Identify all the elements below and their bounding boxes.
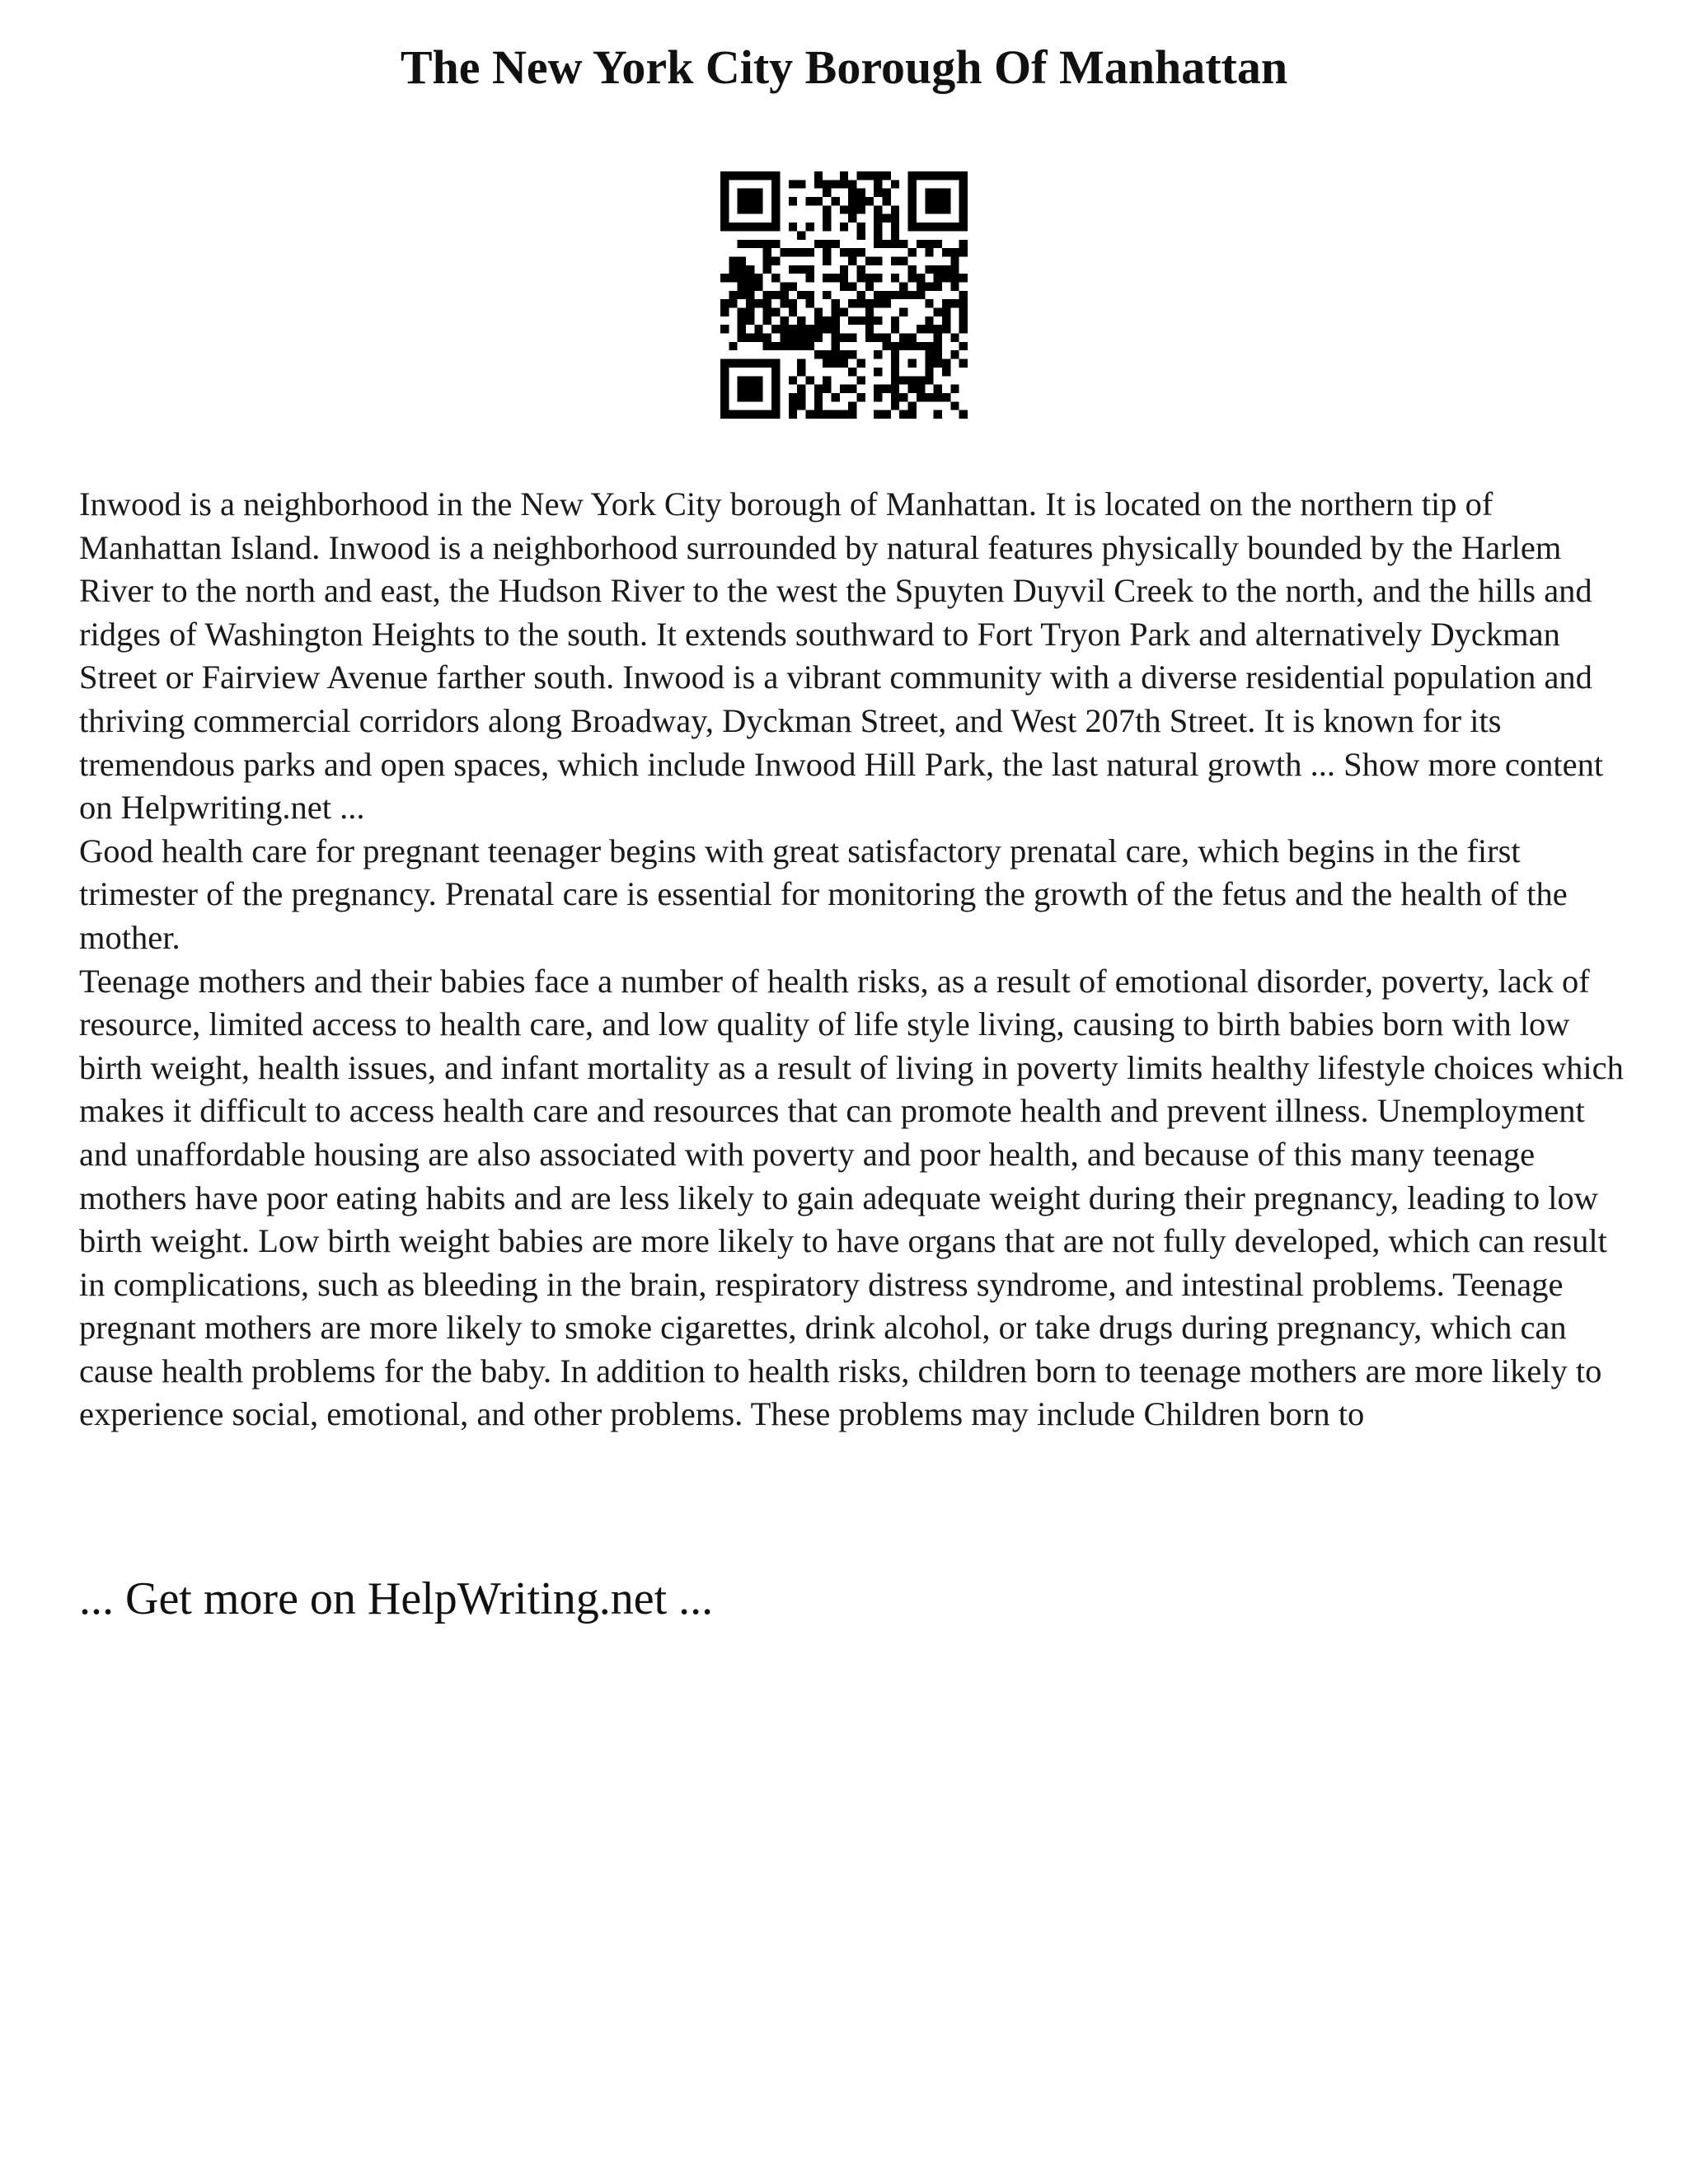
qr-code-graphic bbox=[720, 171, 968, 419]
qr-code-icon[interactable] bbox=[720, 171, 968, 419]
paragraph-1: Inwood is a neighborhood in the New York City borough of Manhattan. It is located on the northern tip of Manhattan Island. Inwood is a neighborhood surrounded by natural features physically bounded by the Harlem River to the north and east, the Hudson River to the west the Spuyten Duyvil Creek to the north, and the hills and ridges of Washington Heights to the south. It extends southward to Fort Tryon Park and alternatively Dyckman Street or Fairview Avenue farther south. Inwood is a vibrant community with a diverse residential population and thriving commercial corridors along Broadway, Dyckman Street, and West 207th Street. It is known for its tremendous parks and open spaces, which include Inwood Hill Park, the last natural growth ... Show more content on Helpwriting.net ... bbox=[79, 485, 1604, 827]
get-more-link[interactable]: ... Get more on HelpWriting.net ... bbox=[79, 1573, 714, 1624]
page-title: The New York City Borough Of Manhattan bbox=[400, 40, 1288, 94]
article-body bbox=[79, 483, 1629, 1436]
paragraph-3: Teenage mothers and their babies face a number of health risks, as a result of emotional disorder, poverty, lack of resource, limited access to health care, and low quality of life style living, causing to birth babies born with low birth weight, health issues, and infant mortality as a result of living in poverty limits healthy lifestyle choices which makes it difficult to access health care and resources that can promote health and prevent illness. Unemployment and unaffordable housing are also associated with poverty and poor health, and because of this many teenage mothers have poor eating habits and are less likely to gain adequate weight during their pregnancy, leading to low birth weight. Low birth weight babies are more likely to have organs that are not fully developed, which can result in complications, such as bleeding in the brain, respiratory distress syndrome, and intestinal problems. Teenage pregnant mothers are more likely to smoke cigarettes, drink alcohol, or take drugs during pregnancy, which can cause health problems for the baby. In addition to health risks, children born to teenage mothers are more likely to experience social, emotional, and other problems. These problems may include Children born to bbox=[79, 962, 1624, 1433]
paragraph-2: Good health care for pregnant teenager begins with great satisfactory prenatal care, which begins in the first trimester of the pregnancy. Prenatal care is essential for monitoring the growth of the fetus and the health of the mother. bbox=[79, 832, 1568, 956]
